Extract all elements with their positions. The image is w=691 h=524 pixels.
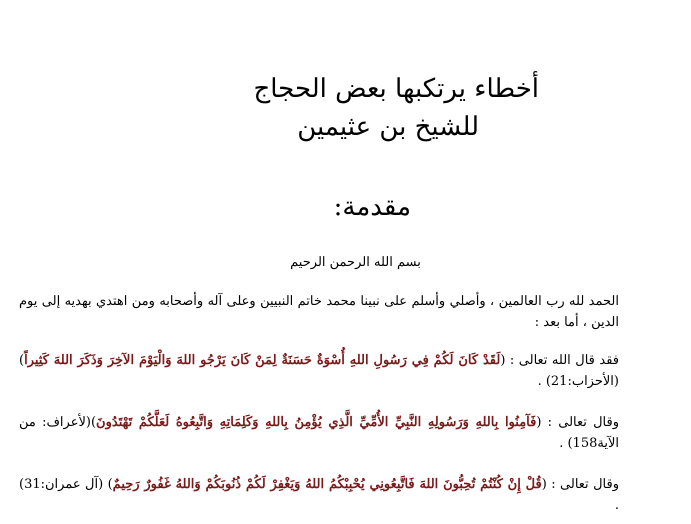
quote-lead: وقال تعالى : ( [541, 477, 619, 492]
quran-verse: قُلْ إِنْ كُنْتُمْ تُحِبُّونَ اللهَ فَاتَّبِعُونِي يُحْبِبْكُمُ اللهُ وَيَغْفِرْ لَكُمْ ذُنُوبَكُمْ وَاللهُ غَفُورٌ رَحِيمٌ [112, 477, 542, 492]
quran-verse: فَآمِنُوا بِاللهِ وَرَسُولِهِ النَّبِيِّ الأُمِّيِّ الَّذِي يُؤْمِنُ بِاللهِ وَكَلِمَاتِهِ وَاتَّبِعُوهُ لَعَلَّكُمْ تَهْتَدُونَ [96, 415, 537, 430]
quote-paragraph-1 [19, 350, 619, 392]
quote-paragraph-2 [19, 412, 619, 454]
section-heading: مقدمة: [333, 192, 411, 222]
quote-paragraph-3 [19, 474, 619, 516]
verse-reference: ) (آل عمران:31) . [19, 477, 619, 513]
verse-reference: ) (الأحزاب:21) . [19, 353, 619, 389]
document-subtitle-author: للشيخ بن عثيمين [297, 112, 479, 142]
verse-reference: )(لأعراف: من الآية158) . [19, 415, 619, 451]
quote-lead: وقال تعالى : ( [536, 415, 619, 430]
quran-verse: لَقَدْ كَانَ لَكُمْ فِي رَسُولِ اللهِ أُسْوَةٌ حَسَنَةٌ لِمَنْ كَانَ يَرْجُو اللهَ وَالْيَوْمَ الآخِرَ وَذَكَرَ اللهَ كَثِيراً [24, 353, 501, 368]
intro-paragraph: الحمد لله رب العالمين ، وأصلي وأسلم على نبينا محمد خاتم النبيين وعلى آله وأصحابه ومن اهتدي بهديه إلى يوم الدين ، أما بعد : [19, 294, 619, 330]
document-title: أخطاء يرتكبها بعض الحجاج [253, 74, 539, 104]
basmala: بسم الله الرحمن الرحيم [290, 255, 421, 270]
quote-lead: فقد قال الله تعالى : ( [500, 353, 620, 368]
